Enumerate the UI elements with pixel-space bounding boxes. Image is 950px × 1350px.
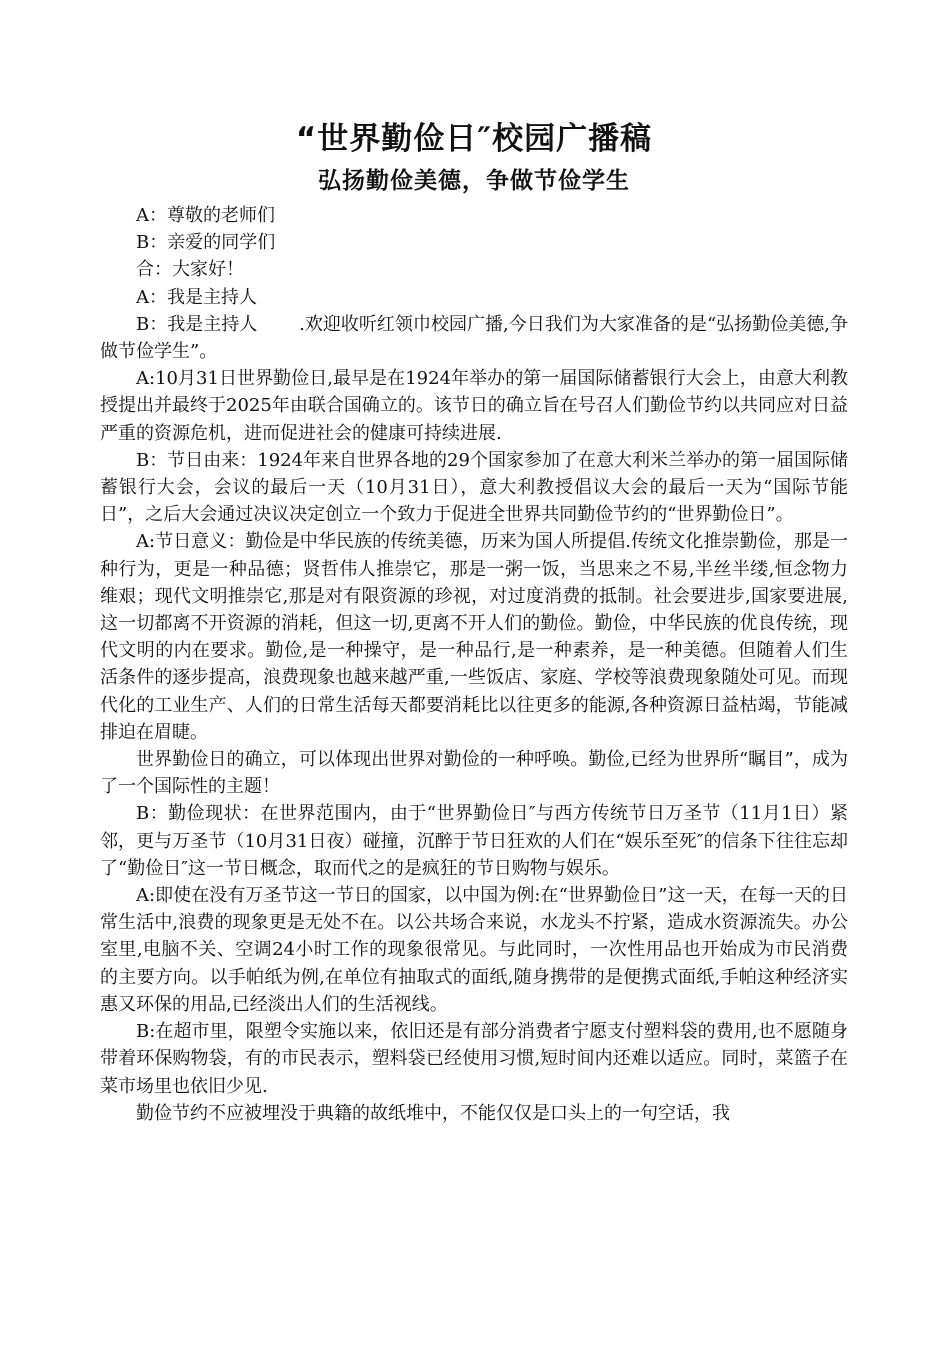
paragraph: B：我是主持人 .欢迎收听红领巾校园广播,今日我们为大家准备的是“弘扬勤俭美德,争做节俭学生”。	[100, 313, 848, 363]
document-body	[100, 202, 848, 1127]
paragraph: A:节日意义：勤俭是中华民族的传统美德，历来为国人所提倡.传统文化推崇勤俭，那是一种行为，更是一种品德；贤哲伟人推崇它，那是一粥一饭，当思来之不易,半丝半缕,恒念物力维艰；现代文明推崇它,那是对有限资源的珍视，对过度消费的抵制。社会要进步,国家要进展,这一切都离不开资源的消耗，但这一切,更离不开人们的勤俭。勤俭，中华民族的优良传统，现代文明的内在要求。勤俭,是一种操守，是一种品行,是一种素养，是一种美德。但随着人们生活条件的逐步提高，浪费现象也越来越严重,一些饭店、家庭、学校等浪费现象随处可见。而现代化的工业生产、人们的日常生活每天都要消耗比以往更多的能源,各种资源日益枯竭，节能减排迫在眉睫。	[100, 531, 848, 743]
paragraph: B：节日由来：1924年来自世界各地的29个国家参加了在意大利米兰举办的第一届国际储蓄银行大会，会议的最后一天（10月31日），意大利教授倡议大会的最后一天为“国际节能日”，之后大会通过决议决定创立一个致力于促进全世界共同勤俭节约的“世界勤俭日”。	[100, 449, 848, 526]
document-page	[100, 118, 848, 1127]
paragraph: 勤俭节约不应被埋没于典籍的故纸堆中，不能仅仅是口头上的一句空话，我	[136, 1102, 730, 1124]
paragraph: B：亲爱的同学们	[136, 232, 276, 254]
paragraph: A：尊敬的老师们	[136, 205, 275, 226]
paragraph: B:在超市里，限塑令实施以来，依旧还是有部分消费者宁愿支付塑料袋的费用,也不愿随身带着环保购物袋，有的市民表示，塑料袋已经使用习惯,短时间内还难以适应。同时，菜篮子在菜市场里也依旧少见.	[100, 1021, 848, 1097]
document-subtitle: 弘扬勤俭美德，争做节俭学生	[318, 168, 630, 194]
paragraph: 世界勤俭日的确立，可以体现出世界对勤俭的一种呼唤。勤俭,已经为世界所“瞩目”，成为了一个国际性的主题！	[100, 749, 848, 798]
paragraph: 合：大家好！	[136, 259, 244, 281]
paragraph: A:10月31日世界勤俭日,最早是在1924年举办的第一届国际储蓄银行大会上，由意大利教授提出并最终于2025年由联合国确立的。该节日的确立旨在号召人们勤俭节约以共同应对日益严重的资源危机，进而促进社会的健康可持续进展.	[100, 368, 848, 444]
document-title: “世界勤俭日″校园广播稿	[295, 121, 653, 157]
paragraph: A:即使在没有万圣节这一节日的国家，以中国为例:在“世界勤俭日”这一天，在每一天的日常生活中,浪费的现象更是无处不在。以公共场合来说，水龙头不拧紧，造成水资源流失。办公室里,电脑不关、空调24小时工作的现象很常见。与此同时，一次性用品也开始成为市民消费的主要方向。以手帕纸为例,在单位有抽取式的面纸,随身携带的是便携式面纸,手帕这种经济实惠又环保的用品,已经淡出人们的生活视线。	[100, 885, 848, 1015]
paragraph: B：勤俭现状：在世界范围内，由于“世界勤俭日″与西方传统节日万圣节（11月1日）紧邻，更与万圣节（10月31日夜）碰撞，沉醉于节日狂欢的人们在“娱乐至死″的信条下往往忘却了“勤俭日″这一节日概念，取而代之的是疯狂的节日购物与娱乐。	[100, 803, 848, 879]
paragraph: A：我是主持人	[136, 286, 257, 308]
